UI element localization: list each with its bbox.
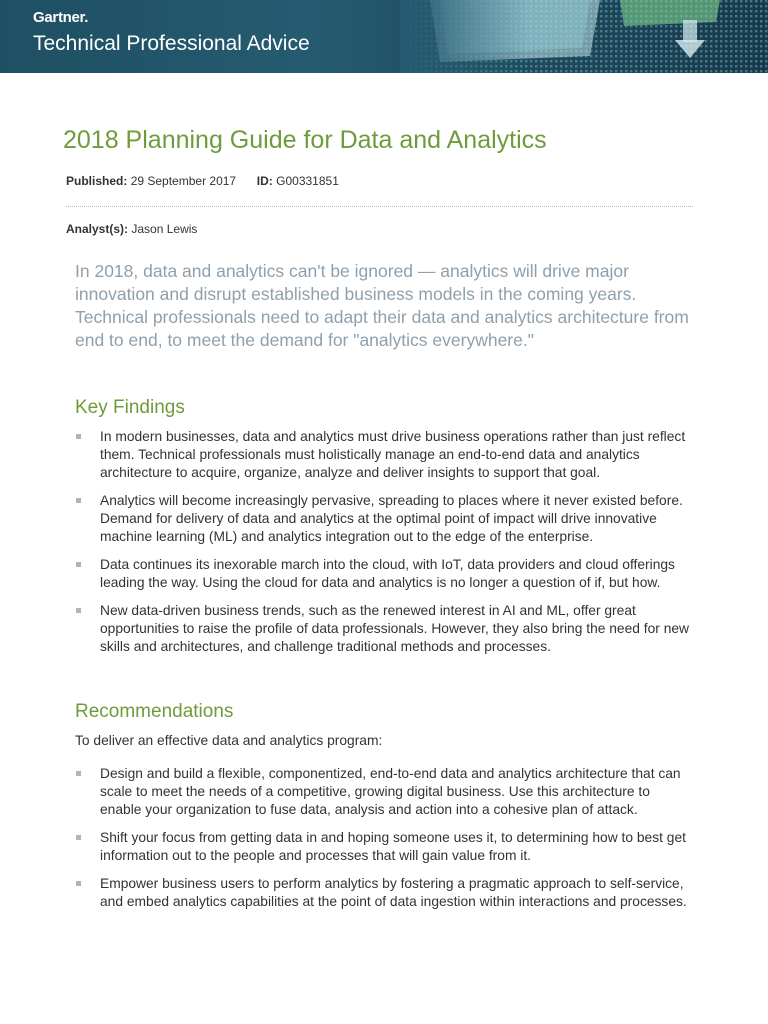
banner-title: Technical Professional Advice	[33, 32, 310, 55]
key-findings-heading: Key Findings	[75, 397, 185, 418]
finding-text: In modern businesses, data and analytics must drive business operations rather than just reflect them. Technical professionals must holistically manage an end-to-end data and analytics architecture to acquire, organize, analyze and deliver insights to support that goal.	[100, 429, 686, 480]
analyst-name: Jason Lewis	[131, 222, 198, 236]
document-id: G00331851	[276, 174, 339, 188]
bullet-square-icon	[76, 608, 81, 613]
list-item	[75, 875, 695, 911]
published-label: Published:	[66, 174, 128, 188]
recommendation-text: Design and build a flexible, componentized, end-to-end data and analytics architecture that can scale to meet the needs of a competitive, growing digital business. Use this architecture to enable your organization to fuse data, analysis and action into a cohesive plan of attack.	[100, 766, 681, 817]
list-item	[75, 492, 695, 546]
bullet-square-icon	[76, 771, 81, 776]
id-label: ID:	[256, 174, 273, 188]
gartner-logo: Gartner.	[33, 9, 89, 26]
finding-text: Data continues its inexorable march into the cloud, with IoT, data providers and cloud offerings leading the way. Using the cloud for data and analytics is no longer a question of if, but how.	[100, 557, 675, 590]
publication-meta	[66, 174, 339, 188]
page-title: 2018 Planning Guide for Data and Analytics	[63, 126, 547, 154]
list-item	[75, 556, 695, 592]
published-date: 29 September 2017	[130, 174, 237, 188]
header-banner	[0, 0, 768, 73]
analyst-label: Analyst(s):	[66, 222, 129, 236]
recommendation-text: Shift your focus from getting data in and hoping someone uses it, to determining how to best get information out to the people and processes that will gain value from it.	[100, 830, 686, 863]
bullet-square-icon	[76, 434, 81, 439]
divider	[66, 206, 693, 207]
bullet-square-icon	[76, 498, 81, 503]
finding-text: Analytics will become increasingly pervasive, spreading to places where it never existed before. Demand for delivery of data and analytics at the optimal point of impact will drive innovative machine learning (ML) and analytics integration out to the edge of the enterprise.	[100, 493, 683, 544]
recommendations-intro: To deliver an effective data and analytics program:	[75, 733, 383, 748]
recommendation-text: Empower business users to perform analytics by fostering a pragmatic approach to self-service, and embed analytics capabilities at the point of data ingestion within interactions and processes.	[100, 876, 687, 909]
list-item	[75, 428, 695, 482]
list-item	[75, 765, 695, 819]
analyst-line	[66, 222, 197, 236]
summary-paragraph: In 2018, data and analytics can't be ignored — analytics will drive major innovation and disrupt established business models in the coming years. Technical professionals need to adapt their data and analytics architecture from end to end, to meet the demand for "analytics everywhere."	[75, 261, 689, 350]
bullet-square-icon	[76, 835, 81, 840]
key-findings-list	[75, 428, 695, 656]
recommendations-heading: Recommendations	[75, 701, 234, 722]
list-item	[75, 602, 695, 656]
bullet-square-icon	[76, 562, 81, 567]
list-item	[75, 829, 695, 865]
banner-decorative-graphic	[400, 0, 768, 73]
bullet-square-icon	[76, 881, 81, 886]
recommendations-list	[75, 765, 695, 911]
finding-text: New data-driven business trends, such as the renewed interest in AI and ML, offer great opportunities to raise the profile of data professionals. However, they also bring the need for new skills and architectures, and challenge traditional methods and processes.	[100, 603, 690, 654]
